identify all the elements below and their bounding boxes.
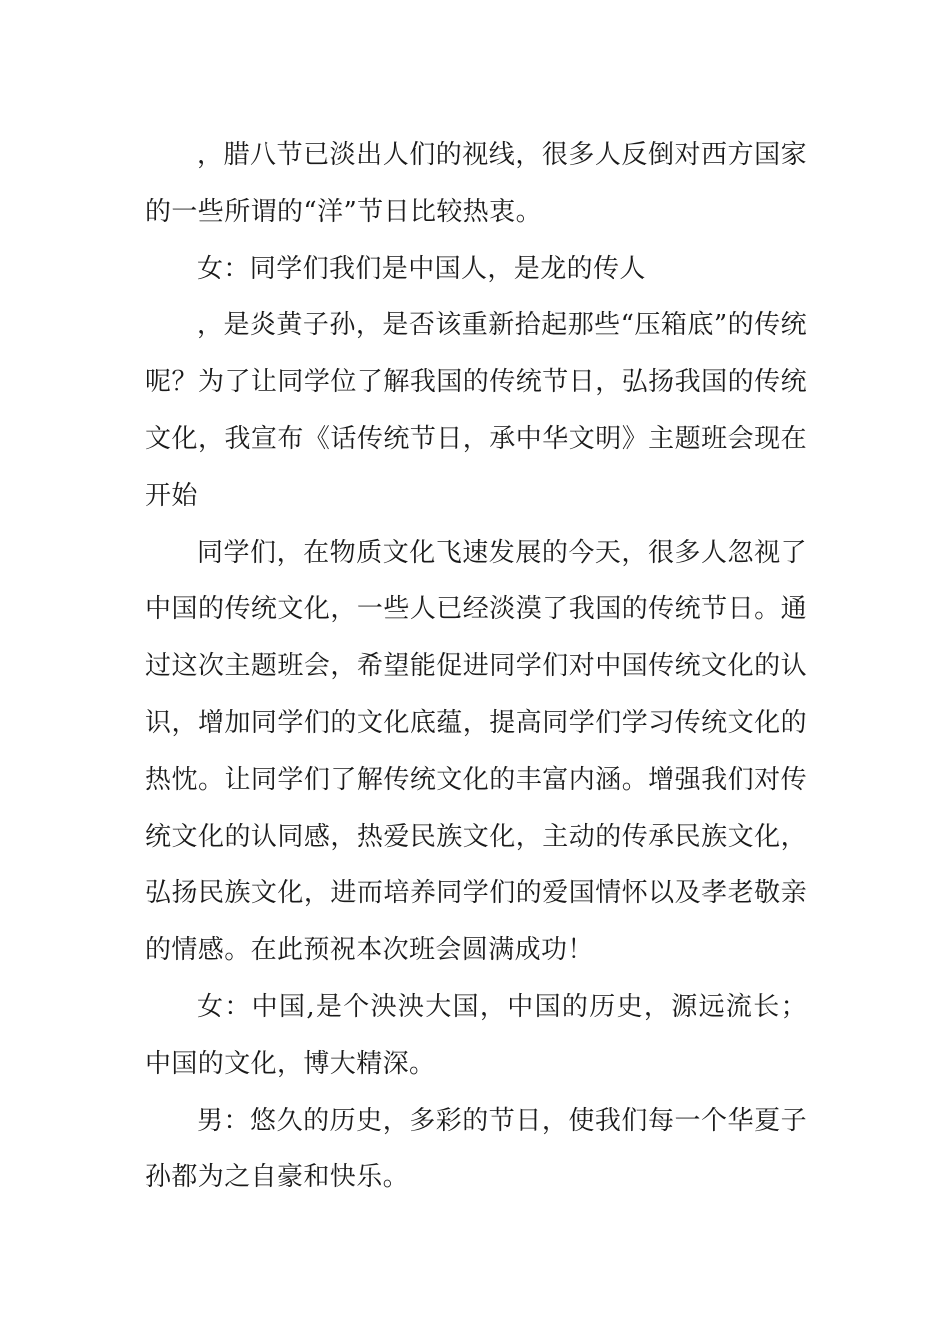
paragraph-6: 男：悠久的历史，多彩的节日，使我们每一个华夏子孙都为之自豪和快乐。 <box>145 1105 807 1193</box>
paragraph-5: 女：中国,是个泱泱大国，中国的历史，源远流长；中国的文化，博大精深。 <box>145 991 807 1079</box>
paragraph-1: ，腊八节已淡出人们的视线，很多人反倒对西方国家的一些所谓的“洋”节日比较热衷。 <box>145 140 807 227</box>
paragraph-3: ，是炎黄子孙，是否该重新拾起那些“压箱底”的传统呢？为了让同学位了解我国的传统节日，弘扬我国的传统文化，我宣布《话传统节日，承中华文明》主题班会现在开始 <box>145 310 807 511</box>
paragraph-2: 女：同学们我们是中国人，是龙的传人 <box>197 253 646 284</box>
paragraph-4: 同学们，在物质文化飞速发展的今天，很多人忽视了中国的传统文化，一些人已经淡漠了我国的传统节日。通过这次主题班会，希望能促进同学们对中国传统文化的认识，增加同学们的文化底蕴，提高同学们学习传统文化的热忱。让同学们了解传统文化的丰富内涵。增强我们对传统文化的认同感，热爱民族文化，主动的传承民族文化，弘扬民族文化，进而培养同学们的爱国情怀以及孝老敬亲的情感。在此预祝本次班会圆满成功！ <box>145 537 807 966</box>
document-body <box>145 127 807 1206</box>
